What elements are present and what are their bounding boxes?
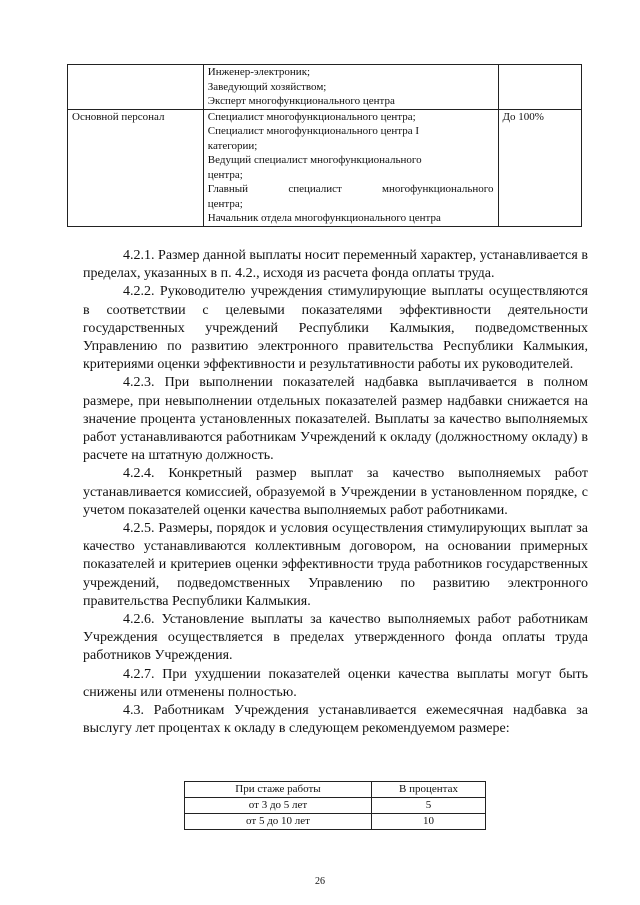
page-number: 26: [315, 876, 325, 887]
paragraph-4-2-4: 4.2.4. Конкретный размер выплат за качество выполняемых работ устанавливается комиссией, образуемой в Учреждении в установленном порядке, с учетом показателей оценки качества выполняемых работ работниками.: [83, 466, 588, 518]
paragraph-4-2-6: 4.2.6. Установление выплаты за качество выполняемых работ работникам Учреждения осуществляется в пределах утвержденного фонда оплаты труда работников Учреждения.: [83, 612, 588, 664]
positions-cell: [203, 65, 498, 110]
position-line: категории;: [207, 139, 258, 152]
position-line: центра;: [207, 197, 243, 210]
paragraph-4-2-2: 4.2.2. Руководителю учреждения стимулирующие выплаты осуществляются в соответствии с целевыми показателями эффективности деятельности государственных учреждений Республики Калмыкия, подведомственных Управлению по развитию электронного правительства Республики Калмыкия, критериями оценки эффективности и результативности работы их руководителей.: [83, 284, 588, 373]
amount-cell: [498, 65, 582, 110]
table-cell: 10: [372, 814, 486, 830]
column-header: При стаже работы: [185, 782, 372, 798]
positions-cell: [203, 109, 498, 226]
paragraph-4-2-5: 4.2.5. Размеры, порядок и условия осуществления стимулирующих выплат за качество устанавливаются коллективным договором, на основании примерных показателей и критериев оценки эффективности труда работников государственных учреждений, подведомственных Управлению по развитию электронного правительства Республики Калмыкия.: [83, 521, 588, 609]
category-cell: [68, 65, 204, 110]
table-cell: от 5 до 10 лет: [185, 814, 372, 830]
position-line: центра;: [207, 168, 243, 181]
position-line: Инженер-электроник;: [207, 66, 311, 78]
table-row: [185, 798, 486, 814]
paragraph-4-2-1: 4.2.1. Размер данной выплаты носит переменный характер, устанавливается в пределах, указанных в п. 4.2., исходя из расчета фонда оплаты труда.: [83, 248, 588, 282]
paragraph-4-2-3: 4.2.3. При выполнении показателей надбавка выплачивается в полном размере, при невыполнении отдельных показателей размер надбавки снижается на значение процента установленных показателей. Выплаты за качество выполняемых работ устанавливаются работникам Учреждений к окладу (должностному окладу) в расчете на штатную должность.: [83, 375, 588, 464]
position-line: Эксперт многофункционального центра: [207, 95, 395, 107]
table-row: [68, 109, 582, 226]
table-cell: от 3 до 5 лет: [185, 798, 372, 814]
amount-cell: До 100%: [498, 109, 582, 226]
body-text: [83, 247, 588, 738]
table-row: [68, 65, 582, 110]
paragraph-4-3: 4.3. Работникам Учреждения устанавливается ежемесячная надбавка за выслугу лет процентах к окладу в следующем рекомендуемом размере:: [83, 703, 588, 737]
position-line: Начальник отдела многофункционального центра: [207, 212, 441, 224]
category-cell: Основной персонал: [68, 109, 204, 226]
position-line: Специалист многофункционального центра;: [207, 110, 416, 123]
column-header: В процентах: [372, 782, 486, 798]
table-cell: 5: [372, 798, 486, 814]
table-row: [185, 814, 486, 830]
positions-table: [67, 64, 582, 227]
table-header-row: [185, 782, 486, 798]
seniority-table: [184, 781, 486, 830]
position-line: Специалист многофункционального центра I: [207, 125, 420, 137]
position-line: Главный специалист многофункционального: [207, 183, 494, 195]
paragraph-4-2-7: 4.2.7. При ухудшении показателей оценки качества выплаты могут быть снижены или отменены полностью.: [83, 666, 588, 700]
position-line: Заведующий хозяйством;: [207, 80, 327, 93]
position-line: Ведущий специалист многофункционального: [207, 154, 422, 166]
